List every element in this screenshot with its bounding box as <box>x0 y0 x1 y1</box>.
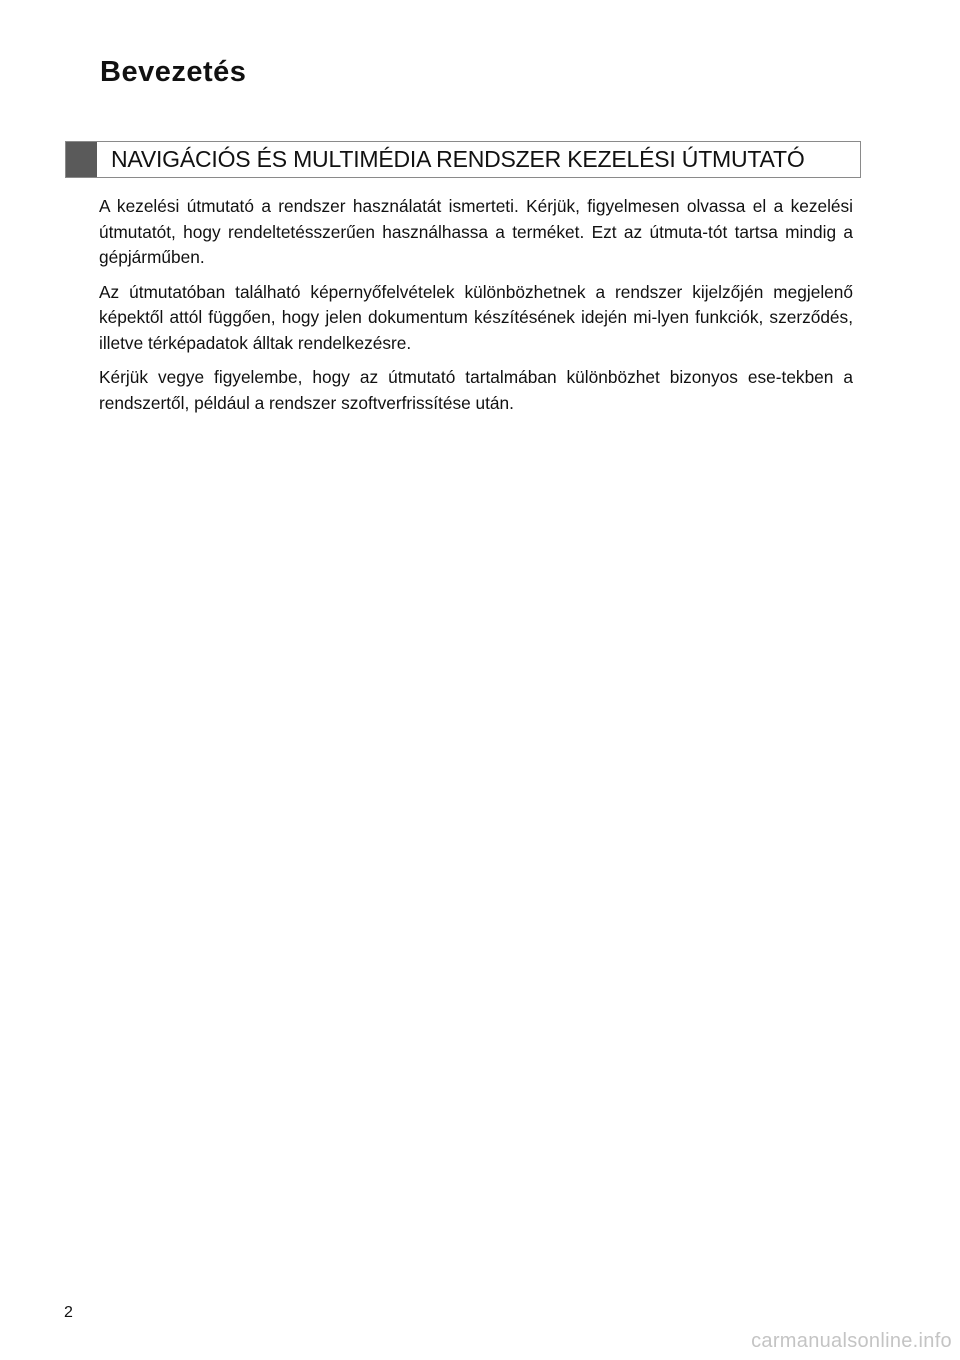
page-title: Bevezetés <box>100 56 247 88</box>
page-number: 2 <box>64 1304 73 1321</box>
body-text <box>99 194 853 425</box>
watermark: carmanualsonline.info <box>751 1330 952 1352</box>
section-header <box>65 141 861 178</box>
paragraph: Kérjük vegye figyelembe, hogy az útmutató tartalmában különbözhet bizonyos ese-tekben a rendszertől, például a rendszer szoftverfrissítése után. <box>99 367 853 413</box>
section-title: NAVIGÁCIÓS ÉS MULTIMÉDIA RENDSZER KEZELÉSI ÚTMUTATÓ <box>111 146 805 172</box>
section-marker <box>66 142 97 177</box>
paragraph: Az útmutatóban található képernyőfelvételek különbözhetnek a rendszer kijelzőjén megjelenő képektől attól függően, hogy jelen dokumentum készítésének idején mi-lyen funkciók, szerződés, illetve térképadatok álltak rendelkezésre. <box>99 281 853 353</box>
paragraph: A kezelési útmutató a rendszer használatát ismerteti. Kérjük, figyelmesen olvassa el a kezelési útmutatót, hogy rendeltetésszerűen használhassa a terméket. Ezt az útmuta-tót tartsa mindig a gépjárműben. <box>99 196 853 267</box>
